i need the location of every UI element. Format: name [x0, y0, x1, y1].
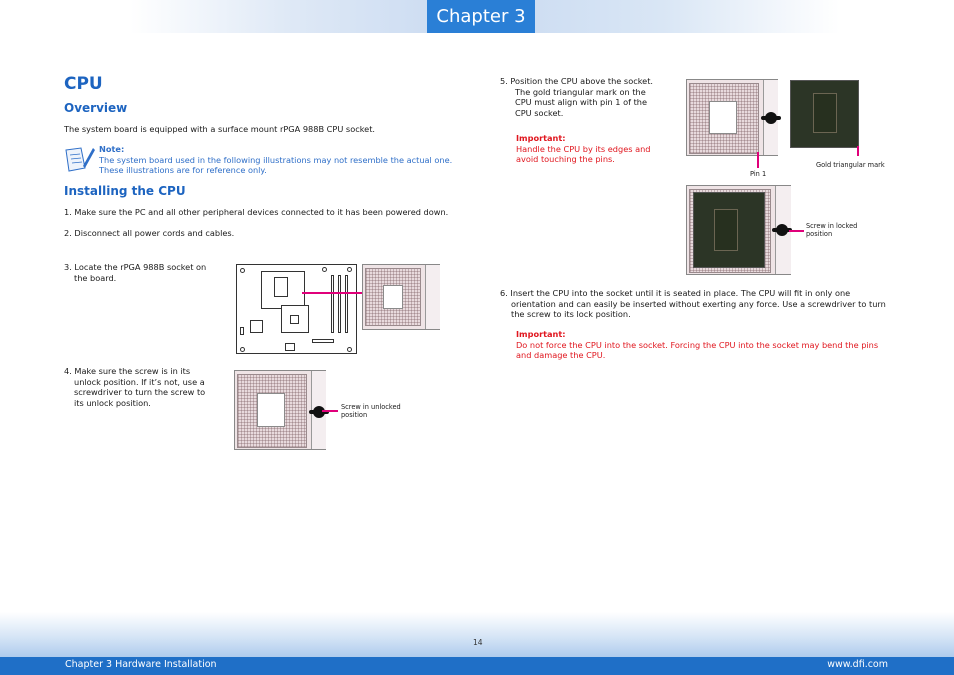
important-2: [516, 329, 878, 361]
footer-chapter-label: Chapter 3 Hardware Installation: [65, 659, 217, 670]
socket-unlocked-illustration: [234, 370, 326, 450]
important-2-line-2: and damage the CPU.: [516, 350, 606, 361]
socket-center: [709, 101, 737, 134]
note-pencil-icon: [63, 144, 95, 174]
page-title: CPU: [64, 74, 103, 94]
unlocked-callout-line: [322, 410, 338, 412]
locked-callout-line: [789, 230, 804, 232]
cpu-socket-core: [274, 277, 288, 297]
socket-screw-icon: [765, 112, 777, 124]
note-block: [99, 144, 452, 176]
step-5-line-3: CPU must align with pin 1 of the: [515, 97, 648, 108]
socket-lever: [425, 265, 440, 329]
header-connector: [312, 339, 334, 343]
mounting-hole: [322, 267, 327, 272]
step-4: [64, 366, 205, 408]
dimm-slot: [345, 275, 348, 333]
pin1-callout-line: [757, 152, 759, 168]
jumper: [285, 343, 295, 351]
step-5-line-2: The gold triangular mark on the: [515, 86, 646, 97]
step-3-line-2: the board.: [74, 272, 117, 283]
important-1-line-1: Handle the CPU by its edges and: [516, 143, 651, 154]
step-4-line-2: unlock position. If it’s not, use a: [74, 376, 205, 387]
cpu-die: [714, 209, 738, 251]
step-5: [500, 76, 653, 118]
chapter-tab: Chapter 3: [427, 0, 535, 33]
note-line-1: The system board used in the following illustrations may not resemble the actual one.: [99, 154, 453, 165]
step-3: [64, 262, 206, 283]
cpu-seated: [693, 192, 765, 268]
overview-text: The system board is equipped with a surface mount rPGA 988B CPU socket.: [64, 124, 376, 134]
step-6-line-2: orientation and can easily be inserted without exerting any force. Use a screwdriver to turn: [511, 298, 886, 309]
chipset-core: [290, 315, 299, 324]
locked-caption-line-2: position: [806, 230, 833, 238]
installing-heading: Installing the CPU: [64, 184, 186, 198]
dimm-slot: [338, 275, 341, 333]
important-1: [516, 133, 651, 165]
step-4-line-3: screwdriver to turn the screw to: [74, 387, 206, 398]
cpu-illustration: [790, 80, 859, 148]
gold-mark-caption: Gold triangular mark: [816, 161, 885, 169]
unlocked-caption: [341, 403, 401, 419]
dimm-slot: [331, 275, 334, 333]
pin1-caption: Pin 1: [750, 170, 767, 178]
board-callout-line: [302, 292, 362, 294]
footer-gradient: [0, 612, 954, 657]
mounting-hole: [240, 268, 245, 273]
socket-locked-illustration: [686, 185, 791, 275]
cpu-die: [813, 93, 837, 133]
important-1-line-2: avoid touching the pins.: [516, 154, 615, 165]
page-number: 14: [473, 638, 483, 647]
step-6-line-1: 6. Insert the CPU into the socket until it is seated in place. The CPU will fit in only one: [500, 288, 851, 298]
locked-caption-line-1: Screw in locked: [806, 222, 858, 230]
step-6: [500, 288, 886, 320]
socket-screw-locked-icon: [776, 224, 788, 236]
locked-caption: [806, 222, 857, 238]
step-6-line-3: the screw to its lock position.: [511, 309, 631, 320]
gold-mark-callout-line: [857, 146, 859, 156]
socket-center: [257, 393, 285, 427]
unlocked-caption-line-1: Screw in unlocked: [341, 403, 401, 411]
step-3-line-1: 3. Locate the rPGA 988B socket on: [64, 262, 207, 272]
important-2-label: Important:: [516, 329, 566, 339]
footer-website-link[interactable]: www.dfi.com: [827, 659, 888, 670]
note-line-2: These illustrations are for reference only.: [99, 165, 267, 176]
mounting-hole: [347, 347, 352, 352]
mounting-hole: [347, 267, 352, 272]
important-2-line-1: Do not force the CPU into the socket. Forcing the CPU into the socket may bend the pins: [516, 339, 879, 350]
connector: [240, 327, 244, 335]
mounting-hole: [240, 347, 245, 352]
board-illustration: [236, 264, 357, 354]
chip-small: [250, 320, 263, 333]
step-1: 1. Make sure the PC and all other peripheral devices connected to it has been powered down.: [64, 207, 449, 217]
overview-heading: Overview: [64, 101, 128, 115]
step-5-line-4: CPU socket.: [515, 107, 564, 118]
socket-screw-icon: [313, 406, 325, 418]
socket-center: [383, 285, 403, 309]
step-5-line-1: 5. Position the CPU above the socket.: [500, 76, 654, 86]
step-4-line-1: 4. Make sure the screw is in its: [64, 366, 191, 376]
note-label: Note:: [99, 144, 125, 154]
step-2: 2. Disconnect all power cords and cables.: [64, 228, 235, 238]
step-4-line-4: its unlock position.: [74, 397, 151, 408]
socket-step5-illustration: [686, 79, 778, 156]
unlocked-caption-line-2: position: [341, 411, 368, 419]
socket-illustration: [362, 264, 440, 330]
important-1-label: Important:: [516, 133, 566, 143]
